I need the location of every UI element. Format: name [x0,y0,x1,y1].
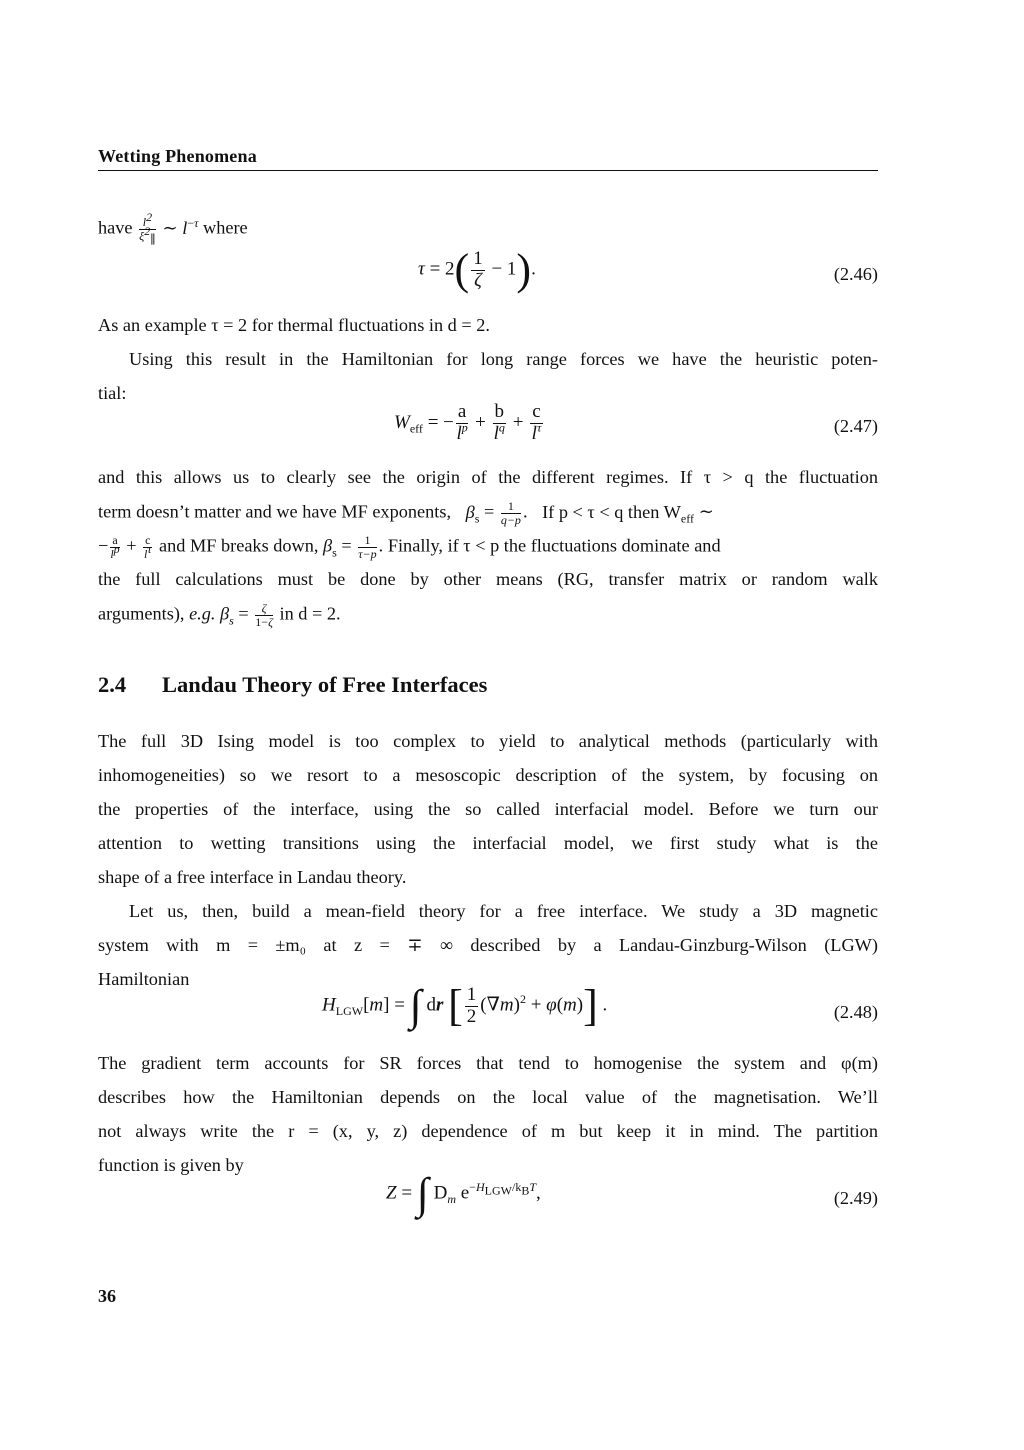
equation-number: (2.46) [833,264,878,284]
text-line: inhomogeneities) so we resort to a mesoscopic description of the system, by focusing on [98,765,878,785]
text-line: Let us, then, build a mean-field theory for a free interface. We study a 3D magnetic [129,901,878,921]
text-line: the full calculations must be done by other means (RG, transfer matrix or random walk [98,569,878,589]
text-line: and this allows us to clearly see the origin of the different regimes. If τ > q the fluctuation [98,467,878,487]
text-line: − $\frac{a}{l^p}$ + $\frac{c}{l^\tau}$ and MF breaks down, $\beta_s$ = $\frac{1}{\tau-p}$ . Finally, if τ < p the fluctuations dominate and [98,533,721,561]
running-header: Wetting Phenomena [98,146,257,166]
text-line: attention to wetting transitions using the interfacial model, we first study what is the [98,833,878,853]
equation-number: (2.47) [833,416,878,436]
text-line: term doesn’t matter and we have MF exponents, $\beta_s$ = $\frac{1}{q-p}$ . If p < τ < q then $W_{eff}$ ∼ [98,499,714,527]
text-line: As an example τ = 2 for thermal fluctuations in d = 2. [98,315,490,335]
equation-2-47: $W_{eff}$ = − $\frac{a}{l^p}$ + $\frac{b}{l^q}$ + $\frac{c}{l^\tau}$ (2.47) [394,401,878,444]
inline-fraction: $\frac{l^2}{\xi^2_\parallel}$ [139,210,156,246]
text-line: function is given by [98,1155,244,1175]
text-line: not always write the r = (x, y, z) dependence of m but keep it in mind. The partition [98,1121,878,1141]
text-line: shape of a free interface in Landau theory. [98,867,407,887]
text-line: the properties of the interface, using the so called interfacial model. Before we turn our [98,799,878,819]
section-heading [98,672,487,698]
page-number: 36 [98,1286,116,1306]
text-line: The gradient term accounts for SR forces that tend to homogenise the system and φ(m) [98,1053,878,1073]
section-title: Landau Theory of Free Interfaces [162,672,488,697]
header-rule [98,170,878,171]
text-line: describes how the Hamiltonian depends on the local value of the magnetisation. We’ll [98,1087,878,1107]
text-line: Hamiltonian [98,969,190,989]
text-line: tial: [98,383,127,403]
equation-2-48: $H_{LGW}[m]$ = ∫ dr [ $\frac{1}{2}$ $(\nabla m)^2 + \varphi(m)$] . (2.48) [322,981,878,1030]
text-line: arguments), e.g. $\beta_s$ = $\frac{\zeta}{1-\zeta}$ in d = 2. [98,601,341,629]
equation-2-46: τ = 2( $\frac{1}{\zeta}$ − 1). (2.46) [418,245,878,294]
section-number: 2.4 [98,672,127,697]
text-line: system with m = ±m₀ at z = ∓ ∞ described by a Landau-Ginzburg-Wilson (LGW) [98,935,878,955]
page [98,0,878,1450]
text-line: The full 3D Ising model is too complex to yield to analytical methods (particularly with [98,731,878,751]
text-line: have $\frac{l^2}{\xi^2_\parallel}$ ∼ $l^{-\tau}$ where [98,210,248,246]
text-line: Using this result in the Hamiltonian for long range forces we have the heuristic poten- [129,349,878,369]
equation-number: (2.48) [833,1002,878,1022]
equation-number: (2.49) [833,1188,878,1208]
equation-2-49: Z = ∫ $D_m$ $e^{-H_{LGW}/k_BT}$, (2.49) [386,1169,878,1218]
